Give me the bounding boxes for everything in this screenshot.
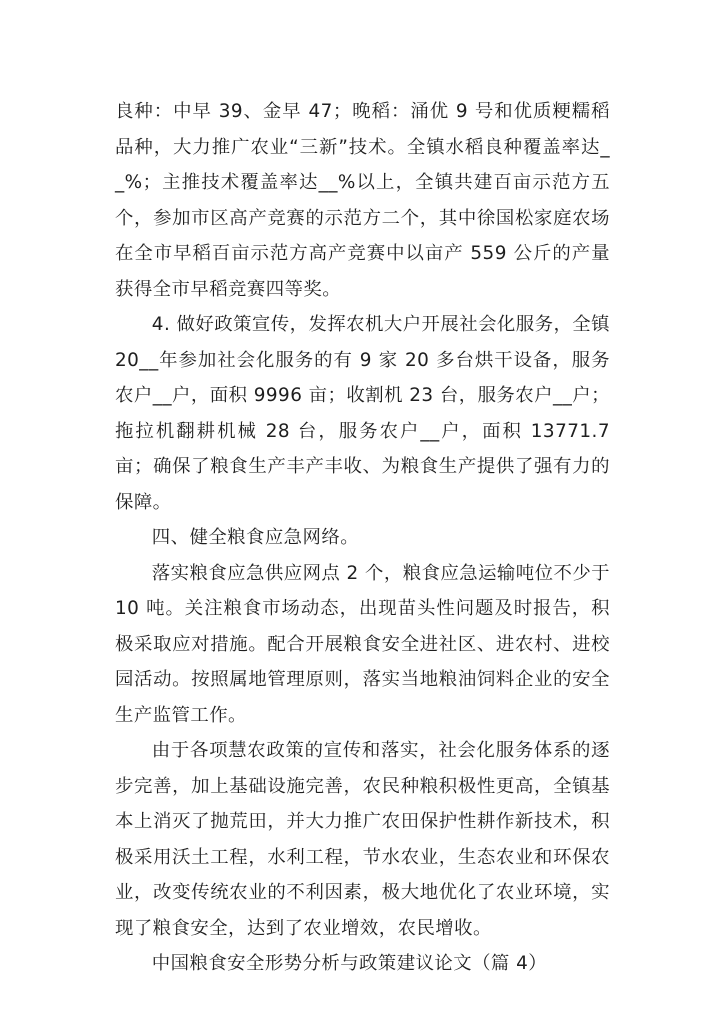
paragraph-seed-varieties: 良种：中早 39、金早 47；晚稻：涌优 9 号和优质粳糯稻品种，大力推广农业“三新”技术。全镇水稻良种覆盖率达__%；主推技术覆盖率达__%以上，全镇共建百亩示范方五个，参加市区高产竞赛的示范方二个，其中徐国松家庭农场在全市早稻百亩示范方高产竞赛中以亩产 559 公斤的产量获得全市早稻竞赛四等奖。	[115, 101, 610, 300]
paragraph-policy-publicity: 4. 做好政策宣传，发挥农机大户开展社会化服务，全镇 20__年参加社会化服务的有 9 家 20 多台烘干设备，服务农户__户，面积 9996 亩；收割机 23 台，服务农户__户；拖拉机翻耕机械 28 台，服务农户__户，面积 13771.7 亩；确保了粮食生产丰产丰收、为粮食生产提供了强有力的保障。	[115, 314, 617, 513]
paragraph-summary: 由于各项慧农政策的宣传和落实，社会化服务体系的逐步完善，加上基础设施完善，农民种粮积极性更高，全镇基本上消灭了抛荒田，并大力推广农田保护性耕作新技术，积极采用沃土工程，水利工程，节水农业，生态农业和环保农业，改变传统农业的不利因素，极大地优化了农业环境，实现了粮食安全，达到了农业增效，农民增收。	[115, 740, 610, 939]
paragraph-emergency-supply: 落实粮食应急供应网点 2 个，粮食应急运输吨位不少于 10 吨。关注粮食市场动态，出现苗头性问题及时报告，积极采取应对措施。配合开展粮食安全进社区、进农村、进校园活动。按照属地管理原则，落实当地粮油饲料企业的安全生产监管工作。	[115, 562, 617, 726]
section-heading-emergency-network: 四、健全粮食应急网络。	[151, 527, 360, 548]
document-body	[115, 94, 617, 982]
next-article-title: 中国粮食安全形势分析与政策建议论文（篇 4）	[151, 953, 548, 974]
